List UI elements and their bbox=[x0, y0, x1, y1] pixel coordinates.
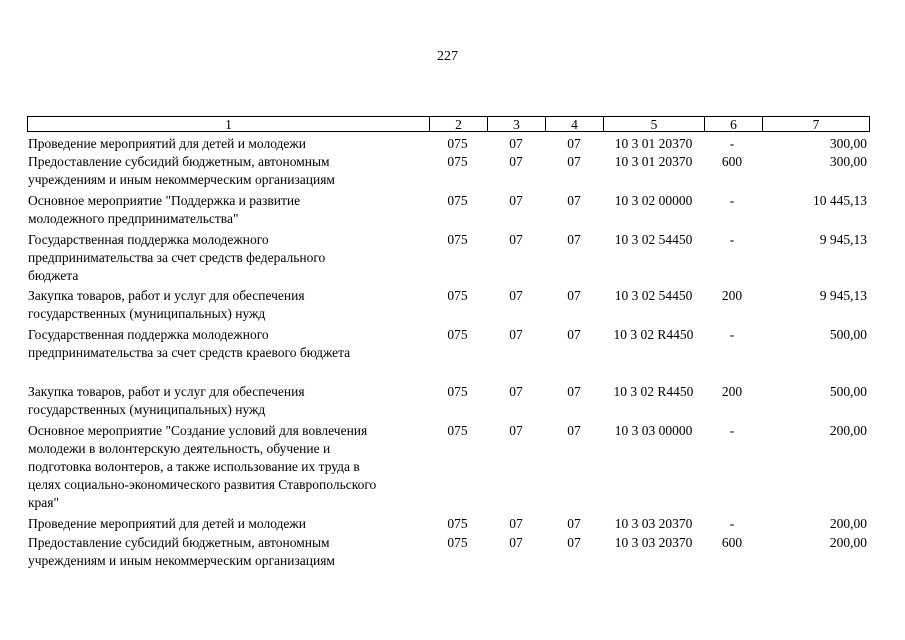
column-header-6: 6 bbox=[730, 117, 737, 132]
cell-col-3: 07 bbox=[509, 193, 523, 208]
cell-col-2: 075 bbox=[447, 327, 468, 342]
row-description: Предоставление субсидий бюджетным, автономным учреждениям и иным некоммерческим организациям bbox=[28, 154, 335, 187]
cell-col-4: 07 bbox=[567, 535, 581, 550]
cell-col-7: 200,00 bbox=[829, 535, 867, 550]
cell-col-2: 075 bbox=[447, 193, 468, 208]
cell-col-7: 500,00 bbox=[829, 327, 867, 342]
cell-col-4: 07 bbox=[567, 384, 581, 399]
cell-col-6: - bbox=[729, 327, 735, 342]
cell-col-2: 075 bbox=[447, 154, 468, 169]
cell-col-5: 10 3 01 20370 bbox=[614, 136, 693, 151]
cell-col-6: 600 bbox=[721, 154, 743, 169]
cell-col-7: 500,00 bbox=[829, 384, 867, 399]
column-header-2: 2 bbox=[455, 117, 462, 132]
cell-col-4: 07 bbox=[567, 423, 581, 438]
row-description: Государственная поддержка молодежного предпринимательства за счет средств краевого бюджета bbox=[28, 327, 351, 360]
page-number: 227 bbox=[437, 49, 458, 64]
cell-col-7: 300,00 bbox=[829, 136, 867, 151]
cell-col-2: 075 bbox=[447, 423, 468, 438]
cell-col-3: 07 bbox=[509, 136, 523, 151]
cell-col-5: 10 3 02 00000 bbox=[614, 193, 693, 208]
cell-col-3: 07 bbox=[509, 384, 523, 399]
column-header-1: 1 bbox=[225, 117, 232, 132]
cell-col-6: 600 bbox=[721, 535, 743, 550]
cell-col-5: 10 3 02 54450 bbox=[614, 288, 693, 303]
cell-col-4: 07 bbox=[567, 136, 581, 151]
row-description: Основное мероприятие "Создание условий для вовлечения молодежи в волонтерскую деятельность, обучение и подготовка волонтеров, а также использование их труда в целях социально-экономического развития Ставропольского края" bbox=[28, 423, 377, 510]
cell-col-4: 07 bbox=[567, 516, 581, 531]
cell-col-3: 07 bbox=[509, 423, 523, 438]
cell-col-6: - bbox=[729, 232, 735, 247]
column-header-4: 4 bbox=[571, 117, 578, 132]
cell-col-6: - bbox=[729, 423, 735, 438]
row-description: Проведение мероприятий для детей и молодежи bbox=[28, 136, 306, 151]
row-description: Закупка товаров, работ и услуг для обеспечения государственных (муниципальных) нужд bbox=[28, 384, 305, 417]
column-header-7: 7 bbox=[812, 117, 820, 132]
cell-col-2: 075 bbox=[447, 288, 468, 303]
cell-col-4: 07 bbox=[567, 327, 581, 342]
cell-col-7: 300,00 bbox=[829, 154, 867, 169]
cell-col-3: 07 bbox=[509, 232, 523, 247]
cell-col-4: 07 bbox=[567, 154, 581, 169]
cell-col-4: 07 bbox=[567, 288, 581, 303]
row-description: Предоставление субсидий бюджетным, автономным учреждениям и иным некоммерческим организациям bbox=[28, 535, 335, 568]
cell-col-2: 075 bbox=[447, 516, 468, 531]
cell-col-5: 10 3 02 R4450 bbox=[613, 327, 694, 342]
cell-col-6: 200 bbox=[721, 288, 743, 303]
cell-col-7: 200,00 bbox=[829, 423, 867, 438]
cell-col-6: - bbox=[729, 193, 735, 208]
cell-col-4: 07 bbox=[567, 193, 581, 208]
cell-col-3: 07 bbox=[509, 327, 523, 342]
cell-col-4: 07 bbox=[567, 232, 581, 247]
cell-col-6: - bbox=[729, 136, 735, 151]
cell-col-7: 200,00 bbox=[829, 516, 867, 531]
row-description: Проведение мероприятий для детей и молодежи bbox=[28, 516, 306, 531]
cell-col-7: 10 445,13 bbox=[813, 193, 867, 208]
cell-col-7: 9 945,13 bbox=[819, 232, 867, 247]
cell-col-7: 9 945,13 bbox=[819, 288, 867, 303]
cell-col-2: 075 bbox=[447, 232, 468, 247]
row-description: Государственная поддержка молодежного предпринимательства за счет средств федерального бюджета bbox=[28, 232, 326, 283]
row-description: Основное мероприятие "Поддержка и развитие молодежного предпринимательства" bbox=[28, 193, 301, 226]
cell-col-5: 10 3 02 54450 bbox=[614, 232, 693, 247]
cell-col-3: 07 bbox=[509, 516, 523, 531]
cell-col-3: 07 bbox=[509, 154, 523, 169]
cell-col-3: 07 bbox=[509, 288, 523, 303]
cell-col-5: 10 3 03 00000 bbox=[614, 423, 693, 438]
cell-col-5: 10 3 03 20370 bbox=[614, 516, 693, 531]
cell-col-2: 075 bbox=[447, 535, 468, 550]
cell-col-5: 10 3 01 20370 bbox=[614, 154, 693, 169]
column-header-5: 5 bbox=[650, 117, 658, 132]
cell-col-5: 10 3 03 20370 bbox=[614, 535, 693, 550]
column-header-3: 3 bbox=[513, 117, 520, 132]
cell-col-6: - bbox=[729, 516, 735, 531]
cell-col-3: 07 bbox=[509, 535, 523, 550]
cell-col-2: 075 bbox=[447, 136, 468, 151]
row-description: Закупка товаров, работ и услуг для обеспечения государственных (муниципальных) нужд bbox=[28, 288, 305, 321]
cell-col-2: 075 bbox=[447, 384, 468, 399]
cell-col-6: 200 bbox=[721, 384, 743, 399]
cell-col-5: 10 3 02 R4450 bbox=[613, 384, 694, 399]
